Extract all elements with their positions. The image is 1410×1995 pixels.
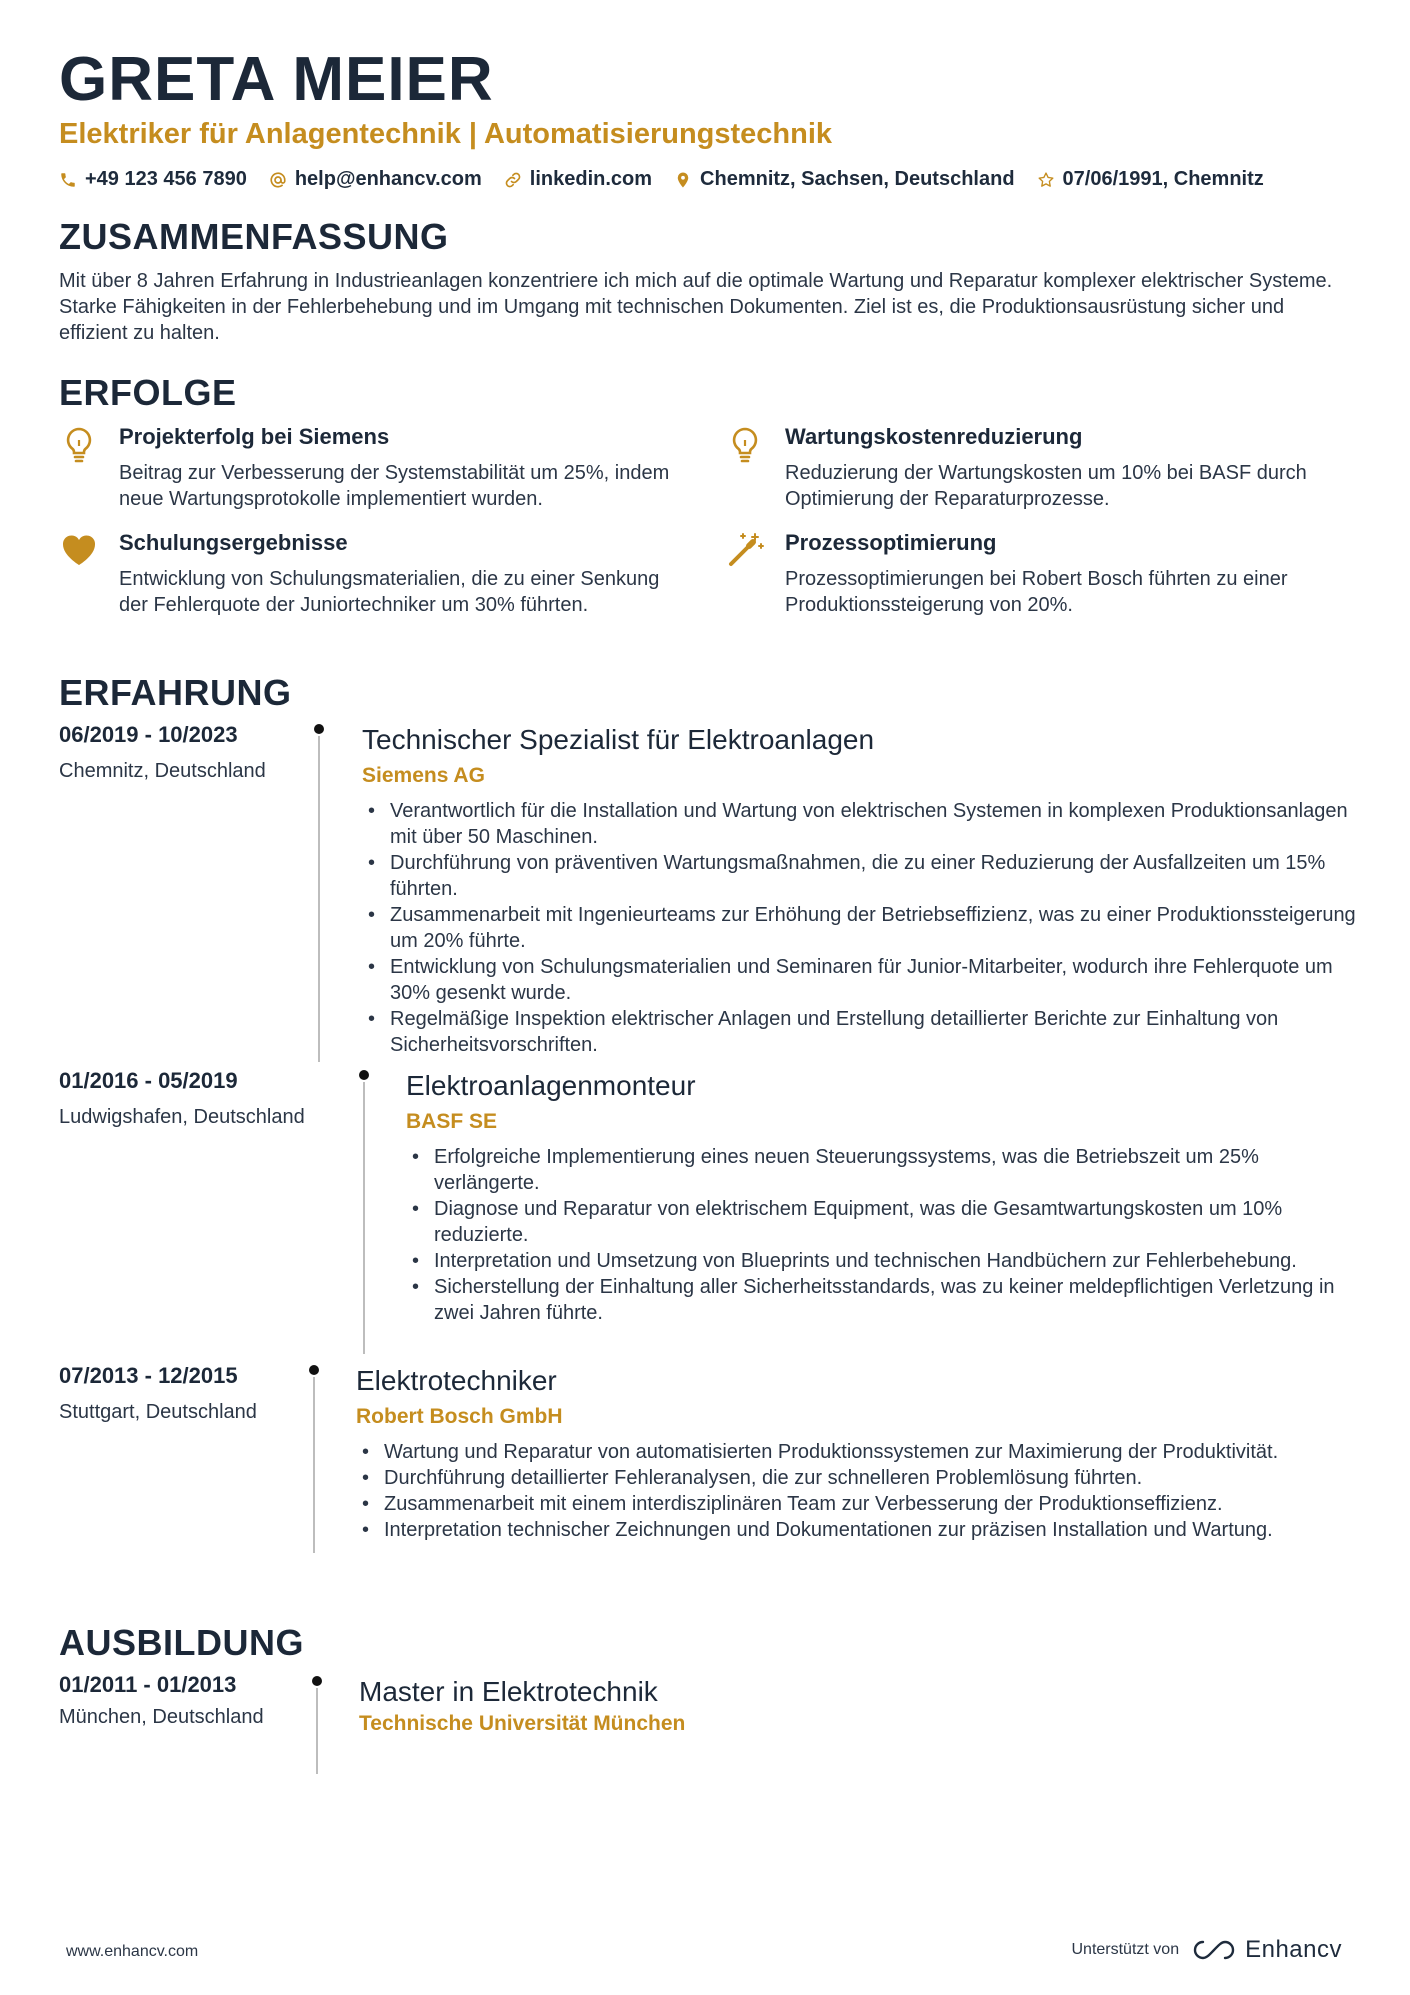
enhancv-logo[interactable] (1191, 1936, 1342, 1964)
timeline-dot (359, 1070, 369, 1080)
contact-bar (59, 168, 1286, 191)
job-role: Elektroanlagenmonteur (406, 1070, 696, 1101)
job-bullet: • Regelmäßige Inspektion elektrischer Anlagen und Erstellung detaillierter Berichte zur Einhaltung von Sicherheitsvorschriften. (362, 1006, 1362, 1058)
job-bullet: • Entwicklung von Schulungsmaterialien und Seminaren für Junior-Mitarbeiter, wodurch ihre Fehlerquote um 30% gesenkt wurde. (362, 954, 1362, 1006)
timeline-line (363, 1082, 365, 1354)
experience-heading: ERFAHRUNG (59, 672, 292, 713)
lightbulb-icon (59, 424, 99, 464)
edu-degree: Master in Elektrotechnik (359, 1676, 658, 1707)
summary-heading: ZUSAMMENFASSUNG (59, 216, 449, 257)
achievement-title: Projekterfolg bei Siemens (119, 424, 390, 449)
achievement-desc: Beitrag zur Verbesserung der Systemstabilität um 25%, indem neue Wartungsprotokolle implementiert wurden. (119, 462, 670, 510)
location-pin-icon (674, 171, 692, 189)
job-location: Chemnitz, Deutschland (59, 760, 266, 782)
at-icon (269, 171, 287, 189)
contact-email[interactable] (269, 168, 482, 191)
job-bullets (362, 798, 1362, 1058)
job-bullets (356, 1439, 1356, 1543)
job-bullet: • Erfolgreiche Implementierung eines neuen Steuerungssystems, was die Betriebszeit um 25% verlängerte. (406, 1144, 1366, 1196)
contact-linkedin-text: linkedin.com (529, 168, 653, 190)
job-location: Stuttgart, Deutschland (59, 1401, 257, 1423)
job-bullet: • Wartung und Reparatur von automatisierten Produktionssystemen zur Maximierung der Produktivität. (356, 1439, 1356, 1465)
footer-powered-by (1071, 1936, 1342, 1964)
magic-wand-icon (725, 530, 765, 570)
edu-school: Technische Universität München (359, 1712, 686, 1735)
timeline-line (316, 1688, 318, 1774)
edu-location: München, Deutschland (59, 1706, 264, 1728)
job-bullet: • Durchführung detaillierter Fehleranalysen, die zur schnelleren Problemlösung führten. (356, 1465, 1356, 1491)
footer-website[interactable]: www.enhancv.com (66, 1943, 199, 1960)
contact-location (674, 168, 1015, 191)
candidate-name: GRETA MEIER (59, 45, 494, 114)
job-bullet: • Durchführung von präventiven Wartungsmaßnahmen, die zu einer Reduzierung der Ausfallzeiten um 15% führten. (362, 850, 1362, 902)
job-role: Elektrotechniker (356, 1365, 557, 1396)
achievement-desc: Entwicklung von Schulungsmaterialien, die zu einer Senkung der Fehlerquote der Juniortechniker um 30% führten. (119, 568, 660, 616)
job-bullet: • Zusammenarbeit mit einem interdisziplinären Team zur Verbesserung der Produktionseffizienz. (356, 1491, 1356, 1517)
star-icon (1037, 171, 1055, 189)
contact-birth-text: 07/06/1991, Chemnitz (1062, 168, 1264, 190)
contact-phone-text: +49 123 456 7890 (85, 168, 247, 190)
enhancv-logo-icon (1191, 1938, 1237, 1962)
lightbulb-icon (725, 424, 765, 464)
timeline-line (313, 1377, 315, 1553)
contact-email-text: help@enhancv.com (294, 168, 482, 190)
achievement-title: Prozessoptimierung (785, 530, 997, 555)
job-dates: 07/2013 - 12/2015 (59, 1363, 238, 1388)
job-bullet: • Interpretation technischer Zeichnungen und Dokumentationen zur präzisen Installation und Wartung. (356, 1517, 1356, 1543)
job-company: Robert Bosch GmbH (356, 1405, 563, 1428)
job-company: BASF SE (406, 1110, 498, 1133)
phone-icon (59, 171, 77, 189)
achievement-desc: Reduzierung der Wartungskosten um 10% bei BASF durch Optimierung der Reparaturprozesse. (785, 462, 1307, 510)
job-bullet: • Diagnose und Reparatur von elektrischem Equipment, was die Gesamtwartungskosten um 10% reduzierte. (406, 1196, 1366, 1248)
link-icon (504, 171, 522, 189)
heart-icon (59, 530, 99, 570)
contact-phone[interactable] (59, 168, 247, 191)
job-location: Ludwigshafen, Deutschland (59, 1106, 305, 1128)
timeline-dot (312, 1676, 322, 1686)
contact-linkedin[interactable] (504, 168, 652, 191)
edu-dates: 01/2011 - 01/2013 (59, 1672, 237, 1697)
enhancv-logo-text: Enhancv (1245, 1936, 1342, 1963)
achievement-title: Schulungsergebnisse (119, 530, 348, 555)
job-bullets (406, 1144, 1366, 1326)
job-bullet: • Zusammenarbeit mit Ingenieurteams zur Erhöhung der Betriebseffizienz, was zu einer Produktionssteigerung um 20% führte. (362, 902, 1362, 954)
achievements-heading: ERFOLGE (59, 372, 237, 413)
job-bullet: • Sicherstellung der Einhaltung aller Sicherheitsstandards, was zu keiner meldepflichtigen Verletzung in zwei Jahren führte. (406, 1274, 1366, 1326)
job-dates: 01/2016 - 05/2019 (59, 1068, 238, 1093)
education-heading: AUSBILDUNG (59, 1622, 304, 1663)
powered-by-text: Unterstützt von (1071, 1941, 1180, 1958)
job-company: Siemens AG (362, 764, 485, 787)
job-role: Technischer Spezialist für Elektroanlagen (362, 724, 875, 755)
timeline-line (318, 736, 320, 1062)
timeline-dot (314, 724, 324, 734)
job-dates: 06/2019 - 10/2023 (59, 722, 238, 747)
achievement-title: Wartungskostenreduzierung (785, 424, 1083, 449)
timeline-dot (309, 1365, 319, 1375)
contact-location-text: Chemnitz, Sachsen, Deutschland (700, 168, 1015, 190)
contact-birth (1037, 168, 1264, 191)
achievement-desc: Prozessoptimierungen bei Robert Bosch führten zu einer Produktionssteigerung von 20%. (785, 568, 1288, 616)
job-bullet: • Interpretation und Umsetzung von Blueprints und technischen Handbüchern zur Fehlerbehebung. (406, 1248, 1366, 1274)
job-bullet: • Verantwortlich für die Installation und Wartung von elektrischen Systemen in komplexen Produktionsanlagen mit über 50 Maschinen. (362, 798, 1362, 850)
candidate-title: Elektriker für Anlagentechnik | Automatisierungstechnik (59, 118, 833, 150)
summary-text: Mit über 8 Jahren Erfahrung in Industrieanlagen konzentriere ich mich auf die optimale Wartung und Reparatur komplexer elektrischer Systeme. Starke Fähigkeiten in der Fehlerbehebung und im Umgang mit technischen Dokumenten. Ziel ist es, die Produktionsausrüstung sicher und effizient zu halten. (59, 270, 1333, 344)
